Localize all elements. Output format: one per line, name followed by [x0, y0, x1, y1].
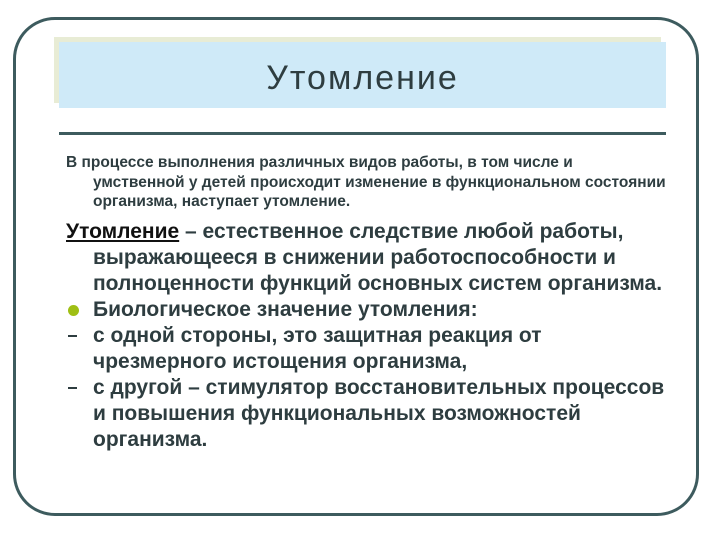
bullet-dot-icon [68, 305, 79, 316]
dash-item-text: с одной стороны, это защитная реакция от чрезмерного истощения организма, [93, 323, 542, 373]
bullet-item-text: Биологическое значение утомления: [93, 297, 478, 321]
title-box [59, 42, 666, 108]
dash-item-2 [66, 375, 666, 453]
slide-title: Утомление [266, 58, 459, 97]
dash-icon [68, 387, 77, 389]
bullet-item [66, 297, 666, 323]
title-divider [59, 132, 666, 135]
definition-text: – естественное следствие любой работы, выражающееся в снижении работоспособности и полноценности функций основных систем организма. [93, 219, 663, 295]
intro-paragraph: В процессе выполнения различных видов работы, в том числе и умственной у детей происходит изменение в функциональном состоянии организма, наступает утомление. [66, 154, 666, 210]
dash-icon [68, 335, 77, 337]
definition-paragraph [66, 219, 666, 297]
dash-item-text: с другой – стимулятор восстановительных процессов и повышения функциональных возможностей организма. [93, 375, 665, 451]
dash-item-1 [66, 323, 666, 375]
slide-body [66, 153, 666, 453]
definition-term: Утомление [66, 219, 180, 243]
